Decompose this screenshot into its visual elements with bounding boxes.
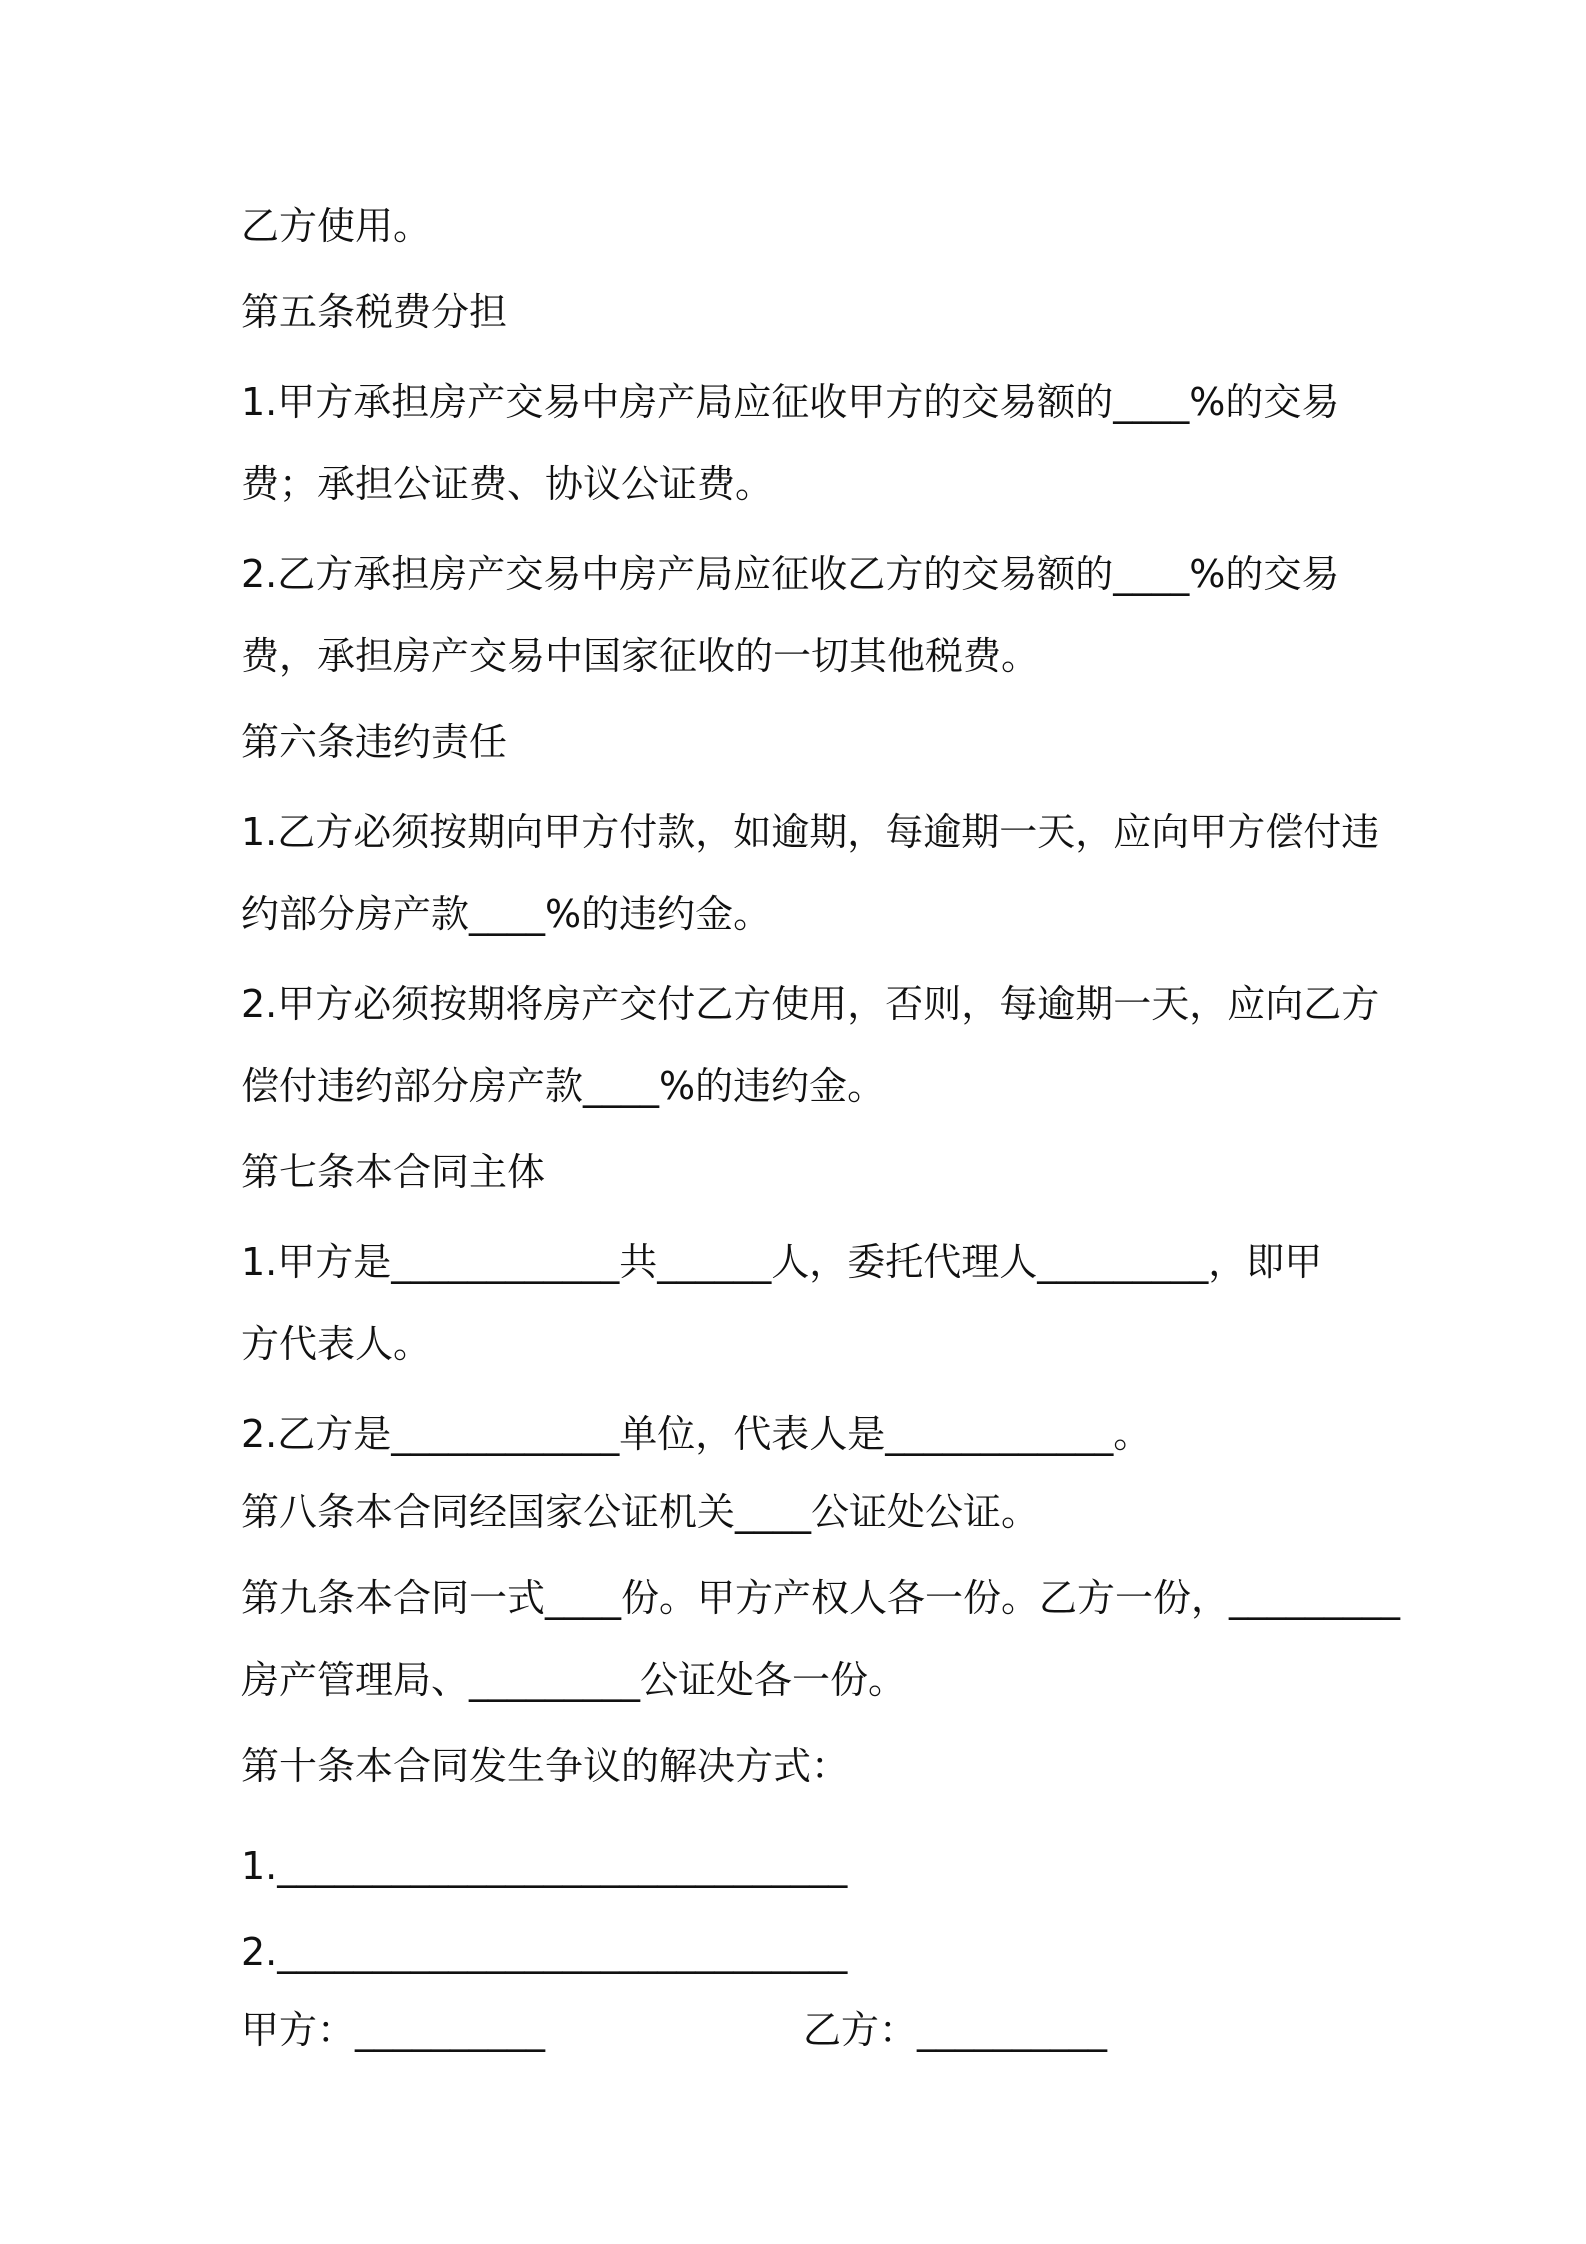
signature-row — [241, 2004, 1361, 2056]
contract-body — [241, 200, 1401, 2056]
section-heading-8: 第八条本合同经国家公证机关____公证处公证。 — [241, 1490, 1040, 1534]
text-line: 1.甲方承担房产交易中房产局应征收甲方的交易额的____%的交易 — [241, 380, 1340, 424]
section-heading-6: 第六条违约责任 — [241, 720, 508, 764]
text-line: 1.乙方必须按期向甲方付款，如逾期，每逾期一天，应向甲方偿付违 — [241, 810, 1380, 854]
text-line: 方代表人。 — [241, 1322, 432, 1366]
text-line: 2.乙方承担房产交易中房产局应征收乙方的交易额的____%的交易 — [241, 552, 1340, 596]
text-line: 约部分房产款____%的违约金。 — [241, 892, 772, 936]
dispute-option-1: 1.______________________________ — [241, 1844, 848, 1888]
party-a-signature: 甲方：__________ — [241, 2008, 546, 2052]
text-line: 2.乙方是____________单位，代表人是____________。 — [241, 1412, 1152, 1456]
section-heading-9: 第九条本合同一式____份。甲方产权人各一份。乙方一份，_________ — [241, 1576, 1401, 1620]
dispute-option-2: 2.______________________________ — [241, 1930, 848, 1974]
section-heading-5: 第五条税费分担 — [241, 290, 508, 334]
text-line: 偿付违约部分房产款____%的违约金。 — [241, 1064, 886, 1108]
text-line: 2.甲方必须按期将房产交付乙方使用，否则，每逾期一天，应向乙方 — [241, 982, 1380, 1026]
text-line: 房产管理局、_________公证处各一份。 — [241, 1658, 907, 1702]
section-heading-10: 第十条本合同发生争议的解决方式： — [241, 1744, 850, 1788]
text-line: 1.甲方是____________共______人，委托代理人_________，即甲 — [241, 1240, 1323, 1284]
text-line: 费，承担房产交易中国家征收的一切其他税费。 — [241, 634, 1040, 678]
section-heading-7: 第七条本合同主体 — [241, 1150, 546, 1194]
party-b-signature: 乙方：__________ — [803, 2008, 1108, 2052]
text-line: 费；承担公证费、协议公证费。 — [241, 462, 774, 506]
text-line: 乙方使用。 — [241, 204, 432, 248]
